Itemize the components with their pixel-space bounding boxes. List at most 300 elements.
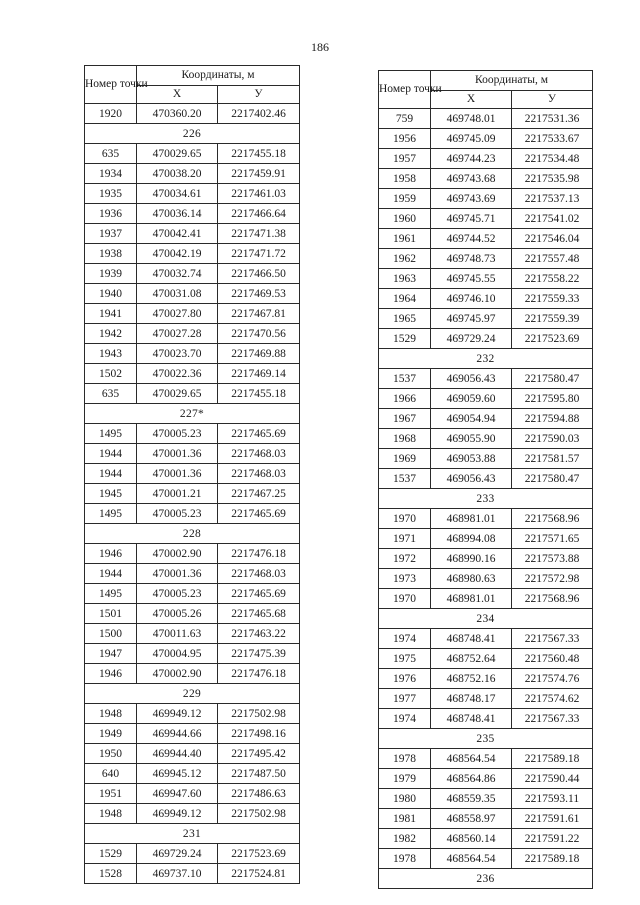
section-row [85,684,300,704]
point-number-cell: 1962 [379,249,431,269]
y-coordinate-cell: 2217574.76 [512,669,593,689]
x-coordinate-cell: 469053.88 [431,449,512,469]
point-number-cell: 1963 [379,269,431,289]
x-coordinate-cell: 469949.12 [137,704,218,724]
point-number-cell: 1528 [85,864,137,884]
point-number-cell: 1941 [85,304,137,324]
point-number-cell: 1977 [379,689,431,709]
point-number-cell: 1969 [379,449,431,469]
x-coordinate-cell: 470360.20 [137,104,218,124]
y-coordinate-cell: 2217476.18 [218,544,300,564]
table-row [85,224,300,244]
table-row [85,284,300,304]
y-coordinate-cell: 2217590.03 [512,429,593,449]
table-row [85,704,300,724]
x-coordinate-cell: 469056.43 [431,369,512,389]
y-coordinate-cell: 2217476.18 [218,664,300,684]
table-row [379,249,593,269]
table-row [379,129,593,149]
table-row [379,409,593,429]
y-coordinate-cell: 2217523.69 [218,844,300,864]
y-coordinate-cell: 2217572.98 [512,569,593,589]
table-row [379,109,593,129]
point-number-cell: 1940 [85,284,137,304]
table-row [379,389,593,409]
y-coordinate-cell: 2217471.72 [218,244,300,264]
section-number: 233 [379,489,593,509]
point-number-cell: 1501 [85,604,137,624]
y-coordinate-cell: 2217463.22 [218,624,300,644]
table-row [85,664,300,684]
x-coordinate-cell: 469744.52 [431,229,512,249]
point-number-cell: 1939 [85,264,137,284]
x-coordinate-cell: 470001.36 [137,564,218,584]
point-number-cell: 1970 [379,589,431,609]
table-row [379,429,593,449]
x-coordinate-cell: 468981.01 [431,509,512,529]
section-number: 229 [85,684,300,704]
point-number-cell: 1981 [379,809,431,829]
y-coordinate-cell: 2217594.88 [512,409,593,429]
section-row [85,824,300,844]
table-row [85,784,300,804]
x-coordinate-cell: 468564.54 [431,849,512,869]
point-number-cell: 1537 [379,369,431,389]
x-coordinate-cell: 470023.70 [137,344,218,364]
y-coordinate-cell: 2217537.13 [512,189,593,209]
x-coordinate-cell: 469944.40 [137,744,218,764]
table-row [85,744,300,764]
y-coordinate-cell: 2217589.18 [512,849,593,869]
x-coordinate-cell: 469743.68 [431,169,512,189]
point-number-cell: 1975 [379,649,431,669]
point-number-cell: 1947 [85,644,137,664]
y-coordinate-cell: 2217465.69 [218,584,300,604]
point-number-cell: 1971 [379,529,431,549]
section-row [379,349,593,369]
y-coordinate-cell: 2217573.88 [512,549,593,569]
table-row [379,509,593,529]
section-number: 232 [379,349,593,369]
table-row [85,244,300,264]
y-coordinate-cell: 2217467.25 [218,484,300,504]
point-number-cell: 1974 [379,709,431,729]
coordinates-table-left [84,65,300,884]
point-number-cell: 1948 [85,704,137,724]
point-number-cell: 1937 [85,224,137,244]
section-number: 227* [85,404,300,424]
point-number-cell: 1537 [379,469,431,489]
point-number-cell: 1500 [85,624,137,644]
y-coordinate-cell: 2217469.88 [218,344,300,364]
table-row [85,344,300,364]
y-coordinate-cell: 2217495.42 [218,744,300,764]
point-number-cell: 1948 [85,804,137,824]
x-coordinate-cell: 470027.80 [137,304,218,324]
table-row [85,364,300,384]
section-row [85,124,300,144]
page-number: 186 [311,40,329,54]
table-row [85,804,300,824]
y-coordinate-cell: 2217459.91 [218,164,300,184]
y-coordinate-cell: 2217502.98 [218,804,300,824]
x-coordinate-cell: 469744.23 [431,149,512,169]
point-number-cell: 640 [85,764,137,784]
x-coordinate-cell: 469745.09 [431,129,512,149]
table-row [85,384,300,404]
table-row [379,149,593,169]
table-row [379,189,593,209]
x-coordinate-cell: 468980.63 [431,569,512,589]
x-coordinate-cell: 468558.97 [431,809,512,829]
x-coordinate-cell: 468752.64 [431,649,512,669]
point-number-cell: 1965 [379,309,431,329]
table-row [379,769,593,789]
table-row [85,544,300,564]
point-number-cell: 1957 [379,149,431,169]
point-number-cell: 1944 [85,564,137,584]
y-coordinate-cell: 2217498.16 [218,724,300,744]
table-row [85,504,300,524]
header-x: X [137,86,218,104]
table-row [379,169,593,189]
point-number-cell: 1959 [379,189,431,209]
section-row [85,404,300,424]
table-row [379,589,593,609]
table-row [379,749,593,769]
table-row [85,844,300,864]
x-coordinate-cell: 468994.08 [431,529,512,549]
table-row [379,229,593,249]
x-coordinate-cell: 470005.23 [137,584,218,604]
y-coordinate-cell: 2217465.69 [218,504,300,524]
x-coordinate-cell: 470036.14 [137,204,218,224]
point-number-cell: 1529 [85,844,137,864]
table-row [379,649,593,669]
section-row [379,609,593,629]
x-coordinate-cell: 468748.41 [431,629,512,649]
y-coordinate-cell: 2217467.81 [218,304,300,324]
point-number-cell: 1972 [379,549,431,569]
y-coordinate-cell: 2217523.69 [512,329,593,349]
table-row [379,289,593,309]
y-coordinate-cell: 2217470.56 [218,324,300,344]
y-coordinate-cell: 2217590.44 [512,769,593,789]
point-number-cell: 1529 [379,329,431,349]
x-coordinate-cell: 468559.35 [431,789,512,809]
table-row [379,709,593,729]
table-row [85,104,300,124]
x-coordinate-cell: 469748.73 [431,249,512,269]
table-row [379,369,593,389]
x-coordinate-cell: 470001.21 [137,484,218,504]
x-coordinate-cell: 468990.16 [431,549,512,569]
x-coordinate-cell: 469743.69 [431,189,512,209]
y-coordinate-cell: 2217593.11 [512,789,593,809]
point-number-cell: 1966 [379,389,431,409]
x-coordinate-cell: 470002.90 [137,544,218,564]
x-coordinate-cell: 469945.12 [137,764,218,784]
header-coordinates: Координаты, м [431,71,593,91]
y-coordinate-cell: 2217502.98 [218,704,300,724]
x-coordinate-cell: 469729.24 [137,844,218,864]
section-number: 236 [379,869,593,889]
table-row [379,269,593,289]
point-number-cell: 1934 [85,164,137,184]
point-number-cell: 1942 [85,324,137,344]
table-row [85,584,300,604]
point-number-cell: 1936 [85,204,137,224]
table-row [379,469,593,489]
x-coordinate-cell: 470031.08 [137,284,218,304]
y-coordinate-cell: 2217475.39 [218,644,300,664]
table-row [85,324,300,344]
table-row [379,669,593,689]
y-coordinate-cell: 2217534.48 [512,149,593,169]
x-coordinate-cell: 470042.19 [137,244,218,264]
point-number-cell: 759 [379,109,431,129]
x-coordinate-cell: 468748.17 [431,689,512,709]
point-number-cell: 1502 [85,364,137,384]
x-coordinate-cell: 469944.66 [137,724,218,744]
point-number-cell: 1920 [85,104,137,124]
x-coordinate-cell: 470027.28 [137,324,218,344]
point-number-cell: 1944 [85,464,137,484]
section-number: 234 [379,609,593,629]
point-number-cell: 1978 [379,849,431,869]
table-row [379,829,593,849]
point-number-cell: 1979 [379,769,431,789]
section-row [379,729,593,749]
y-coordinate-cell: 2217541.02 [512,209,593,229]
point-number-cell: 1968 [379,429,431,449]
point-number-cell: 1967 [379,409,431,429]
y-coordinate-cell: 2217468.03 [218,464,300,484]
table-row [379,809,593,829]
coordinates-table-right [378,70,593,889]
x-coordinate-cell: 470022.36 [137,364,218,384]
x-coordinate-cell: 469745.71 [431,209,512,229]
y-coordinate-cell: 2217571.65 [512,529,593,549]
table-row [85,864,300,884]
y-coordinate-cell: 2217591.22 [512,829,593,849]
x-coordinate-cell: 468564.86 [431,769,512,789]
x-coordinate-cell: 468748.41 [431,709,512,729]
x-coordinate-cell: 469745.55 [431,269,512,289]
point-number-cell: 635 [85,144,137,164]
x-coordinate-cell: 469746.10 [431,289,512,309]
table-row [379,689,593,709]
x-coordinate-cell: 470005.23 [137,424,218,444]
table-row [379,449,593,469]
section-number: 231 [85,824,300,844]
y-coordinate-cell: 2217469.14 [218,364,300,384]
section-row [379,869,593,889]
x-coordinate-cell: 469059.60 [431,389,512,409]
y-coordinate-cell: 2217402.46 [218,104,300,124]
point-number-cell: 1980 [379,789,431,809]
x-coordinate-cell: 468981.01 [431,589,512,609]
y-coordinate-cell: 2217559.33 [512,289,593,309]
y-coordinate-cell: 2217471.38 [218,224,300,244]
table-row [85,184,300,204]
x-coordinate-cell: 470034.61 [137,184,218,204]
x-coordinate-cell: 469947.60 [137,784,218,804]
x-coordinate-cell: 470002.90 [137,664,218,684]
point-number-cell: 1949 [85,724,137,744]
y-coordinate-cell: 2217468.03 [218,564,300,584]
point-number-cell: 1950 [85,744,137,764]
y-coordinate-cell: 2217557.48 [512,249,593,269]
x-coordinate-cell: 470032.74 [137,264,218,284]
y-coordinate-cell: 2217589.18 [512,749,593,769]
table-row [85,424,300,444]
point-number-cell: 1964 [379,289,431,309]
table-row [379,329,593,349]
point-number-cell: 1958 [379,169,431,189]
y-coordinate-cell: 2217559.39 [512,309,593,329]
x-coordinate-cell: 470011.63 [137,624,218,644]
section-number: 226 [85,124,300,144]
y-coordinate-cell: 2217486.63 [218,784,300,804]
point-number-cell: 1956 [379,129,431,149]
header-point-number: Номер точки [379,71,431,109]
point-number-cell: 1944 [85,444,137,464]
y-coordinate-cell: 2217568.96 [512,589,593,609]
y-coordinate-cell: 2217535.98 [512,169,593,189]
x-coordinate-cell: 469737.10 [137,864,218,884]
table-row [85,204,300,224]
y-coordinate-cell: 2217455.18 [218,144,300,164]
point-number-cell: 1946 [85,664,137,684]
y-coordinate-cell: 2217568.96 [512,509,593,529]
y-coordinate-cell: 2217546.04 [512,229,593,249]
x-coordinate-cell: 469055.90 [431,429,512,449]
x-coordinate-cell: 470042.41 [137,224,218,244]
header-x: X [431,91,512,109]
header-coordinates: Координаты, м [137,66,300,86]
point-number-cell: 1495 [85,504,137,524]
x-coordinate-cell: 469729.24 [431,329,512,349]
point-number-cell: 1945 [85,484,137,504]
y-coordinate-cell: 2217581.57 [512,449,593,469]
x-coordinate-cell: 469056.43 [431,469,512,489]
point-number-cell: 1935 [85,184,137,204]
y-coordinate-cell: 2217560.48 [512,649,593,669]
y-coordinate-cell: 2217466.64 [218,204,300,224]
point-number-cell: 1961 [379,229,431,249]
y-coordinate-cell: 2217468.03 [218,444,300,464]
point-number-cell: 1943 [85,344,137,364]
header-y: У [218,86,300,104]
point-number-cell: 1495 [85,584,137,604]
table-row [85,464,300,484]
x-coordinate-cell: 470001.36 [137,444,218,464]
table-row [379,549,593,569]
x-coordinate-cell: 468752.16 [431,669,512,689]
point-number-cell: 1951 [85,784,137,804]
point-number-cell: 1960 [379,209,431,229]
table-row [379,849,593,869]
y-coordinate-cell: 2217558.22 [512,269,593,289]
y-coordinate-cell: 2217465.69 [218,424,300,444]
section-number: 235 [379,729,593,749]
point-number-cell: 1495 [85,424,137,444]
y-coordinate-cell: 2217574.62 [512,689,593,709]
x-coordinate-cell: 470029.65 [137,144,218,164]
y-coordinate-cell: 2217455.18 [218,384,300,404]
point-number-cell: 1970 [379,509,431,529]
header-point-number: Номер точки [85,66,137,104]
y-coordinate-cell: 2217466.50 [218,264,300,284]
table-row [85,264,300,284]
y-coordinate-cell: 2217465.68 [218,604,300,624]
table-row [85,724,300,744]
x-coordinate-cell: 469054.94 [431,409,512,429]
y-coordinate-cell: 2217461.03 [218,184,300,204]
y-coordinate-cell: 2217591.61 [512,809,593,829]
section-number: 228 [85,524,300,544]
table-row [85,304,300,324]
table-row [85,644,300,664]
y-coordinate-cell: 2217531.36 [512,109,593,129]
point-number-cell: 1946 [85,544,137,564]
point-number-cell: 1976 [379,669,431,689]
x-coordinate-cell: 468564.54 [431,749,512,769]
table-row [85,164,300,184]
table-row [85,564,300,584]
y-coordinate-cell: 2217524.81 [218,864,300,884]
section-row [85,524,300,544]
table-row [85,144,300,164]
x-coordinate-cell: 470004.95 [137,644,218,664]
y-coordinate-cell: 2217580.47 [512,469,593,489]
x-coordinate-cell: 470038.20 [137,164,218,184]
point-number-cell: 1973 [379,569,431,589]
y-coordinate-cell: 2217533.67 [512,129,593,149]
point-number-cell: 1974 [379,629,431,649]
x-coordinate-cell: 470005.26 [137,604,218,624]
y-coordinate-cell: 2217469.53 [218,284,300,304]
x-coordinate-cell: 469745.97 [431,309,512,329]
y-coordinate-cell: 2217580.47 [512,369,593,389]
section-row [379,489,593,509]
table-row [85,484,300,504]
point-number-cell: 635 [85,384,137,404]
table-row [379,789,593,809]
y-coordinate-cell: 2217567.33 [512,629,593,649]
table-row [379,569,593,589]
x-coordinate-cell: 470001.36 [137,464,218,484]
y-coordinate-cell: 2217567.33 [512,709,593,729]
x-coordinate-cell: 469949.12 [137,804,218,824]
x-coordinate-cell: 469748.01 [431,109,512,129]
table-row [379,209,593,229]
table-row [85,624,300,644]
y-coordinate-cell: 2217595.80 [512,389,593,409]
table-row [379,629,593,649]
table-row [379,529,593,549]
table-row [379,309,593,329]
point-number-cell: 1978 [379,749,431,769]
table-row [85,604,300,624]
x-coordinate-cell: 468560.14 [431,829,512,849]
table-row [85,764,300,784]
point-number-cell: 1938 [85,244,137,264]
y-coordinate-cell: 2217487.50 [218,764,300,784]
x-coordinate-cell: 470029.65 [137,384,218,404]
x-coordinate-cell: 470005.23 [137,504,218,524]
